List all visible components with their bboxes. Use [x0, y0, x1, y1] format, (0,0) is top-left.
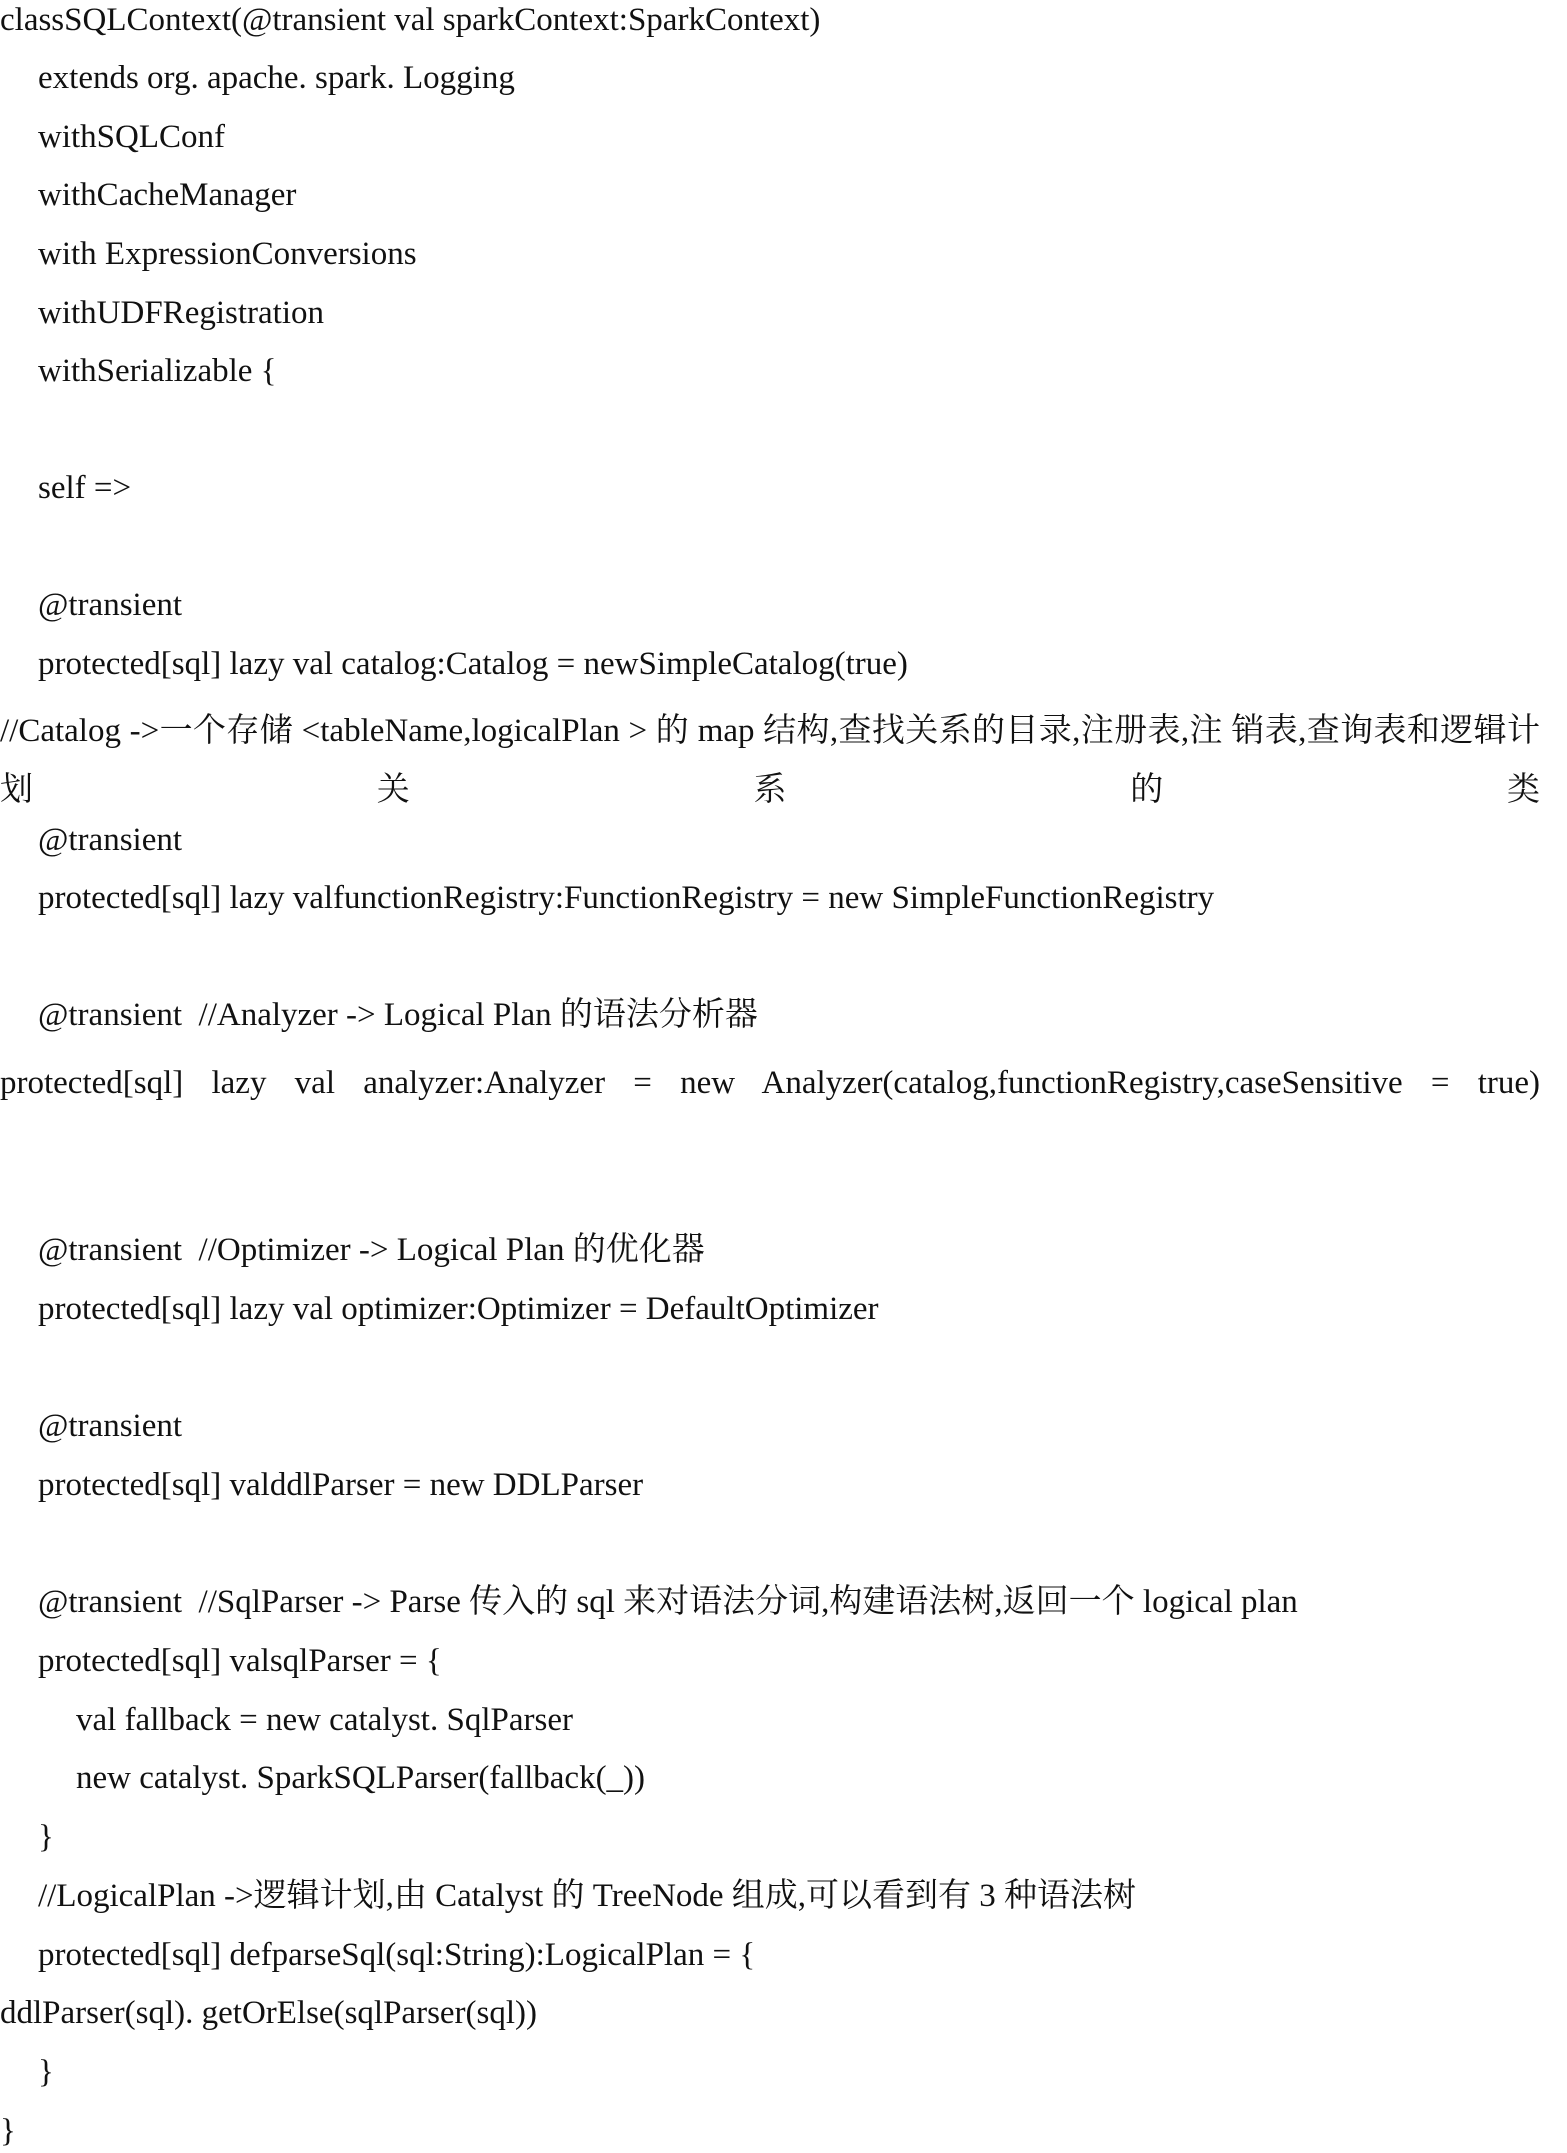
- code-line-transient-annotation: @transient: [38, 1408, 183, 1444]
- code-line-optimizer-declaration: protected[sql] lazy val optimizer:Optimizer = DefaultOptimizer: [38, 1291, 879, 1327]
- code-line-class-declaration: classSQLContext(@transient val sparkContext:SparkContext): [0, 2, 821, 38]
- code-line-optimizer-comment: @transient //Optimizer -> Logical Plan 的优化器: [38, 1232, 705, 1268]
- code-line-parsesql-declaration: protected[sql] defparseSql(sql:String):LogicalPlan = {: [38, 1937, 756, 1973]
- code-line-logicalplan-comment: //LogicalPlan ->逻辑计划,由 Catalyst 的 TreeNode 组成,可以看到有 3 种语法树: [38, 1878, 1137, 1914]
- code-line-fallback-parser: val fallback = new catalyst. SqlParser: [76, 1702, 573, 1738]
- code-line-analyzer-comment: @transient //Analyzer -> Logical Plan 的语法分析器: [38, 997, 758, 1033]
- code-line-analyzer-declaration: protected[sql] lazy val analyzer:Analyzer = new Analyzer(catalog,functionRegistry,caseSensitive = true): [0, 1065, 1540, 1101]
- code-line-closing-brace: }: [38, 1819, 54, 1855]
- code-comment-catalog: //Catalog ->一个存储 <tableName,logicalPlan > 的 map 结构,查找关系的目录,注册表,注 销表,查询表和逻辑计划关系的类: [0, 713, 1540, 808]
- code-line-function-registry: protected[sql] lazy valfunctionRegistry:FunctionRegistry = new SimpleFunctionRegistry: [38, 880, 1215, 916]
- code-line-with-sqlconf: withSQLConf: [38, 119, 226, 155]
- code-line-with-serializable: withSerializable {: [38, 353, 277, 389]
- code-line-sparksql-parser: new catalyst. SparkSQLParser(fallback(_)): [76, 1760, 646, 1796]
- code-line-sqlparser-comment: @transient //SqlParser -> Parse 传入的 sql 来对语法分词,构建语法树,返回一个 logical plan: [38, 1584, 1298, 1620]
- code-line-ddlparser-declaration: protected[sql] valddlParser = new DDLParser: [38, 1467, 644, 1503]
- code-line-parsesql-body: ddlParser(sql). getOrElse(sqlParser(sql)): [0, 1995, 538, 2031]
- code-line-closing-brace: }: [38, 2054, 54, 2090]
- code-line-with-cachemanager: withCacheManager: [38, 177, 297, 213]
- code-line-class-closing-brace: }: [0, 2113, 16, 2149]
- code-line-extends-logging: extends org. apache. spark. Logging: [38, 60, 515, 96]
- code-line-sqlparser-declaration: protected[sql] valsqlParser = {: [38, 1643, 442, 1679]
- code-line-transient-annotation: @transient: [38, 587, 183, 623]
- code-line-with-expressionconversions: with ExpressionConversions: [38, 236, 417, 272]
- code-line-transient-annotation: @transient: [38, 822, 183, 858]
- code-line-with-udfregistration: withUDFRegistration: [38, 295, 324, 331]
- code-line-self-alias: self =>: [38, 470, 132, 506]
- code-line-catalog-declaration: protected[sql] lazy val catalog:Catalog = newSimpleCatalog(true): [38, 646, 908, 682]
